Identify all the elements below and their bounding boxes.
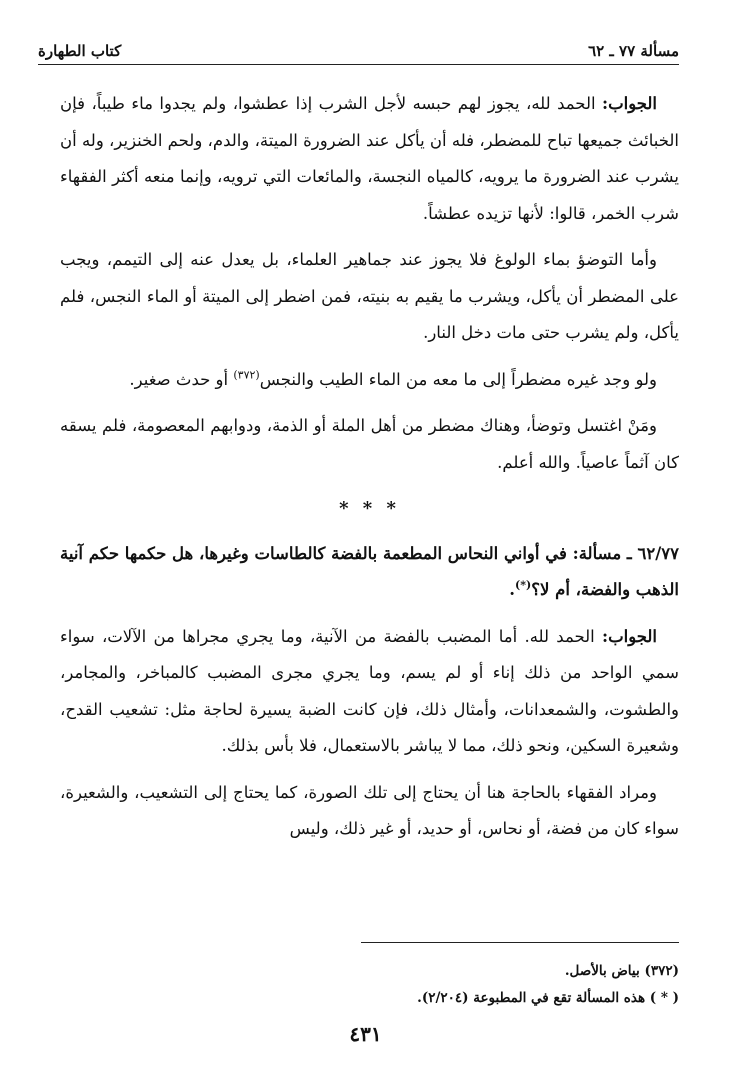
paragraph-needy — [60, 362, 679, 399]
header-chapter-title: كتاب الطهارة — [38, 42, 122, 60]
footnote-ref-372: (٣٧٢) — [233, 368, 260, 381]
question-text: ٦٢/٧٧ ـ مسألة: في أواني النحاس المطعمة بالفضة كالطاسات وغيرها، هل حكمها حكم آنية الذهب والفضة، أم لا؟ — [60, 543, 679, 599]
question-end: . — [509, 580, 516, 599]
running-header — [38, 34, 679, 65]
page-number: ٤٣١ — [349, 1022, 382, 1046]
main-text — [60, 86, 679, 858]
footnote-divider — [361, 942, 679, 943]
header-issue-number: مسألة ٧٧ ـ ٦٢ — [588, 42, 679, 60]
answer-2-text: الحمد لله. أما المضبب بالفضة من الآنية، وما يجري مجراها من الآلات، سواء سمي الواحد من ذلك إناء أو لم يسم، وما يجري مجرى المضبب كالمباخر، والمجامر، والطشوت، والشمعدانات، وأمثال ذلك، فإن كانت الضبة يسيرة لحاجة مثل: تشعيب القدح، وشعيرة السكين، ونحو ذلك، مما لا يباشر بالاستعمال، فلا بأس بذلك. — [60, 626, 680, 755]
footnote-star: ( * ) هذه المسألة تقع في المطبوعة (٢/٢٠٤). — [417, 990, 679, 1006]
answer-label-2: الجواب: — [602, 626, 657, 646]
paragraph-answer-2 — [60, 619, 679, 765]
question-heading — [60, 536, 679, 609]
paragraph-need: ومراد الفقهاء بالحاجة هنا أن يحتاج إلى تلك الصورة، كما يحتاج إلى التشعيب، والشعيرة، سواء كان من فضة، أو نحاس، أو حديد، أو غير ذلك، وليس — [60, 782, 679, 838]
footnotes — [60, 958, 679, 1012]
footnote-ref-star: (*) — [515, 578, 532, 592]
paragraph-ablution: وأما التوضؤ بماء الولوغ فلا يجوز عند جماهير العلماء، بل يعدل عنه إلى التيمم، ويجب على المضطر أن يأكل، ويشرب ما يقيم به بنيته، فمن اضطر إلى الميتة أو الماء النجس، فلم يأكل، ولم يشرب حتى مات دخل النار. — [60, 250, 679, 342]
section-separator: * * * — [339, 498, 400, 519]
answer-1-text: الحمد لله، يجوز لهم حبسه لأجل الشرب إذا عطشوا، ولم يجدوا ماء طيباً، فإن الخبائث جميعها تباح للمضطر، فله أن يأكل عند الضرورة الميتة، والدم، ولحم الخنزير، وله أن يشرب عند الضرورة ما يرويه، كالمياه النجسة، والمائعات التي ترويه، وإنما منعه أكثر الفقهاء شرب الخمر، قالوا: لأنها تزيده عطشاً. — [60, 94, 679, 223]
paragraph-sin: ومَنْ اغتسل وتوضأ، وهناك مضطر من أهل الملة أو الذمة، ودوابهم المعصومة، فلم يسقه كان آثماً عاصياً. والله أعلم. — [60, 416, 679, 472]
footnote-372: (٣٧٢) بياض بالأصل. — [564, 963, 679, 979]
paragraph-needy-text: ولو وجد غيره مضطراً إلى ما معه من الماء الطيب والنجس — [259, 369, 657, 389]
paragraph-needy-text-end: أو حدث صغير. — [129, 369, 234, 389]
answer-label: الجواب: — [602, 94, 657, 113]
paragraph-answer-1 — [60, 86, 679, 232]
